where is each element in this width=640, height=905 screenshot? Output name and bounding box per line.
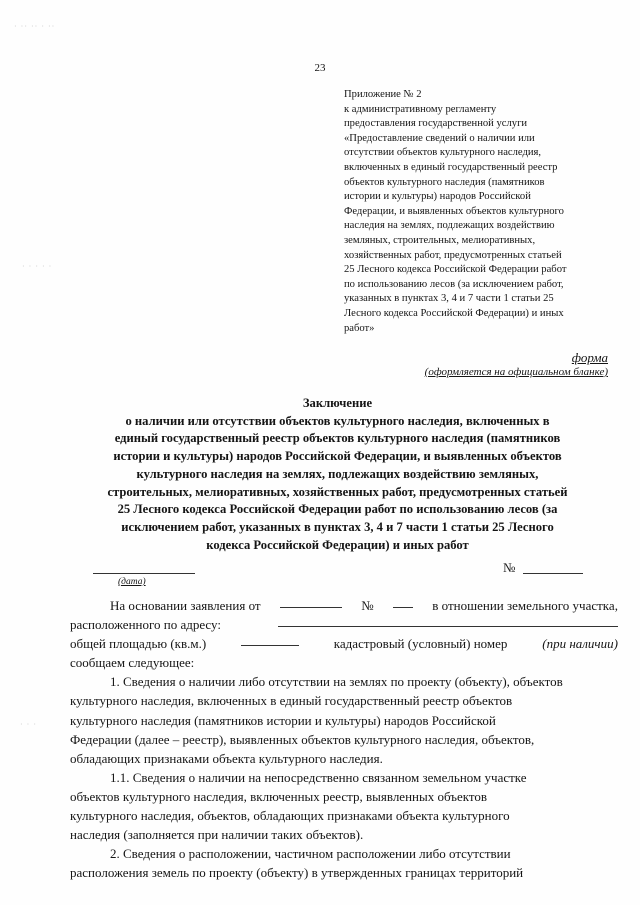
appendix-line: земляных, строительных, мелиоративных, xyxy=(344,234,536,246)
paragraph-line: 2. Сведения о расположении, частичном расположении либо отсутствии xyxy=(110,846,511,862)
date-caption: (дата) xyxy=(118,577,146,587)
cadastral-label: кадастровый (условный) номер xyxy=(333,636,508,652)
date-field[interactable] xyxy=(93,573,195,574)
title-line: исключением работ, указанных в пунктах 3, 4 и 7 части 1 статьи 25 Лесного xyxy=(121,519,554,534)
number-field[interactable] xyxy=(523,573,583,574)
title-line: строительных, мелиоративных, хозяйственных работ, предусмотренных статьей xyxy=(107,484,568,499)
title-heading: Заключение xyxy=(302,396,373,410)
area-label: общей площадью (кв.м.) xyxy=(70,636,207,652)
paragraph-line: 1. Сведения о наличии либо отсутствии на землях по проекту (объекту), объектов xyxy=(110,674,563,690)
appendix-line: работ» xyxy=(344,322,375,334)
title-line: культурного наследия на землях, подлежащих воздействию земляных, xyxy=(136,466,539,481)
paragraph-line: культурного наследия (памятников истории и культуры) народов Российской xyxy=(70,712,496,728)
paragraph-line: наследия (заполняется при наличии таких объектов). xyxy=(70,827,364,843)
address-label: расположенного по адресу: xyxy=(70,617,221,633)
paragraph-line: культурного наследия, объектов, обладающих признаками объекта культурного xyxy=(70,808,510,824)
basis-number-sign: № xyxy=(361,598,374,613)
appendix-line: Федерации, и выявленных объектов культурного xyxy=(344,205,564,217)
area-line xyxy=(70,634,618,653)
basis-text: На основании заявления от xyxy=(110,598,261,613)
basis-line xyxy=(70,596,618,615)
appendix-line: истории и культуры) народов Российской xyxy=(344,191,531,203)
title-line: 25 Лесного кодекса Российской Федерации работ по использованию лесов (за xyxy=(117,502,558,517)
report-text: сообщаем следующее: xyxy=(70,655,195,671)
appendix-line: включенных в единый государственный реестр xyxy=(344,161,558,173)
title-line: кодекса Российской Федерации) и иных работ xyxy=(206,537,469,552)
appendix-line: указанных в пунктах 3, 4 и 7 части 1 статьи 25 xyxy=(344,293,554,305)
basis-text: в отношении земельного участка, xyxy=(432,598,618,613)
appendix-line: «Предоставление сведений о наличии или xyxy=(344,132,535,144)
report-line xyxy=(70,653,618,672)
paragraph-line: Федерации (далее – реестр), выявленных объектов культурного наследия, объектов, xyxy=(70,731,535,747)
paragraph-line: объектов культурного наследия, включенных реестр, выявленных объектов xyxy=(70,788,488,804)
appendix-line: Лесного кодекса Российской Федерации) и иных xyxy=(344,307,564,319)
document-body xyxy=(70,596,618,882)
document-title xyxy=(60,395,615,554)
title-line: единый государственный реестр объектов культурного наследия (памятников xyxy=(114,431,561,446)
appendix-line: наследия на землях, подлежащих воздействию xyxy=(344,220,555,232)
paragraph-line: культурного наследия, включенных в единый государственный реестр объектов xyxy=(70,693,513,709)
application-number-field[interactable] xyxy=(393,596,413,608)
paragraph-line: обладающих признаками объекта культурного наследия. xyxy=(70,750,383,766)
appendix-line: хозяйственных работ, предусмотренных статьей xyxy=(344,249,562,261)
paragraph-line: 1.1. Сведения о наличии на непосредственно связанном земельном участке xyxy=(110,769,527,785)
appendix-line: к административному регламенту xyxy=(344,103,497,115)
title-line: истории и культуры) народов Российской Федерации, и выявленных объектов xyxy=(113,449,562,464)
appendix-line: отсутствии объектов культурного наследия, xyxy=(344,147,542,159)
appendix-line: объектов культурного наследия (памятников xyxy=(344,176,545,188)
page-number: 23 xyxy=(314,62,326,74)
scan-artifact: · ·· ·· · ·· xyxy=(14,22,56,31)
appendix-line: по использованию лесов (за исключением работ, xyxy=(344,278,564,290)
form-note: (оформляется на официальном бланке) xyxy=(424,366,608,378)
appendix-line: Приложение № 2 xyxy=(344,89,422,100)
scan-artifact: · · · · · xyxy=(22,262,53,271)
appendix-line: 25 Лесного кодекса Российской Федерации работ xyxy=(344,264,567,276)
title-line: о наличии или отсутствии объектов культурного наследия, включенных в xyxy=(125,413,550,428)
application-date-field[interactable] xyxy=(280,596,342,608)
cadastral-note: (при наличии) xyxy=(542,636,618,652)
paragraph-line: расположения земель по проекту (объекту) в утвержденных границах территорий xyxy=(70,865,524,881)
appendix-header xyxy=(344,88,614,336)
area-field[interactable] xyxy=(241,634,299,646)
address-field[interactable] xyxy=(278,615,618,627)
appendix-line: предоставления государственной услуги xyxy=(344,118,528,130)
form-mark: форма xyxy=(571,350,608,365)
address-line xyxy=(70,615,618,634)
number-sign: № xyxy=(503,560,516,575)
scan-artifact: · · · xyxy=(20,720,37,729)
